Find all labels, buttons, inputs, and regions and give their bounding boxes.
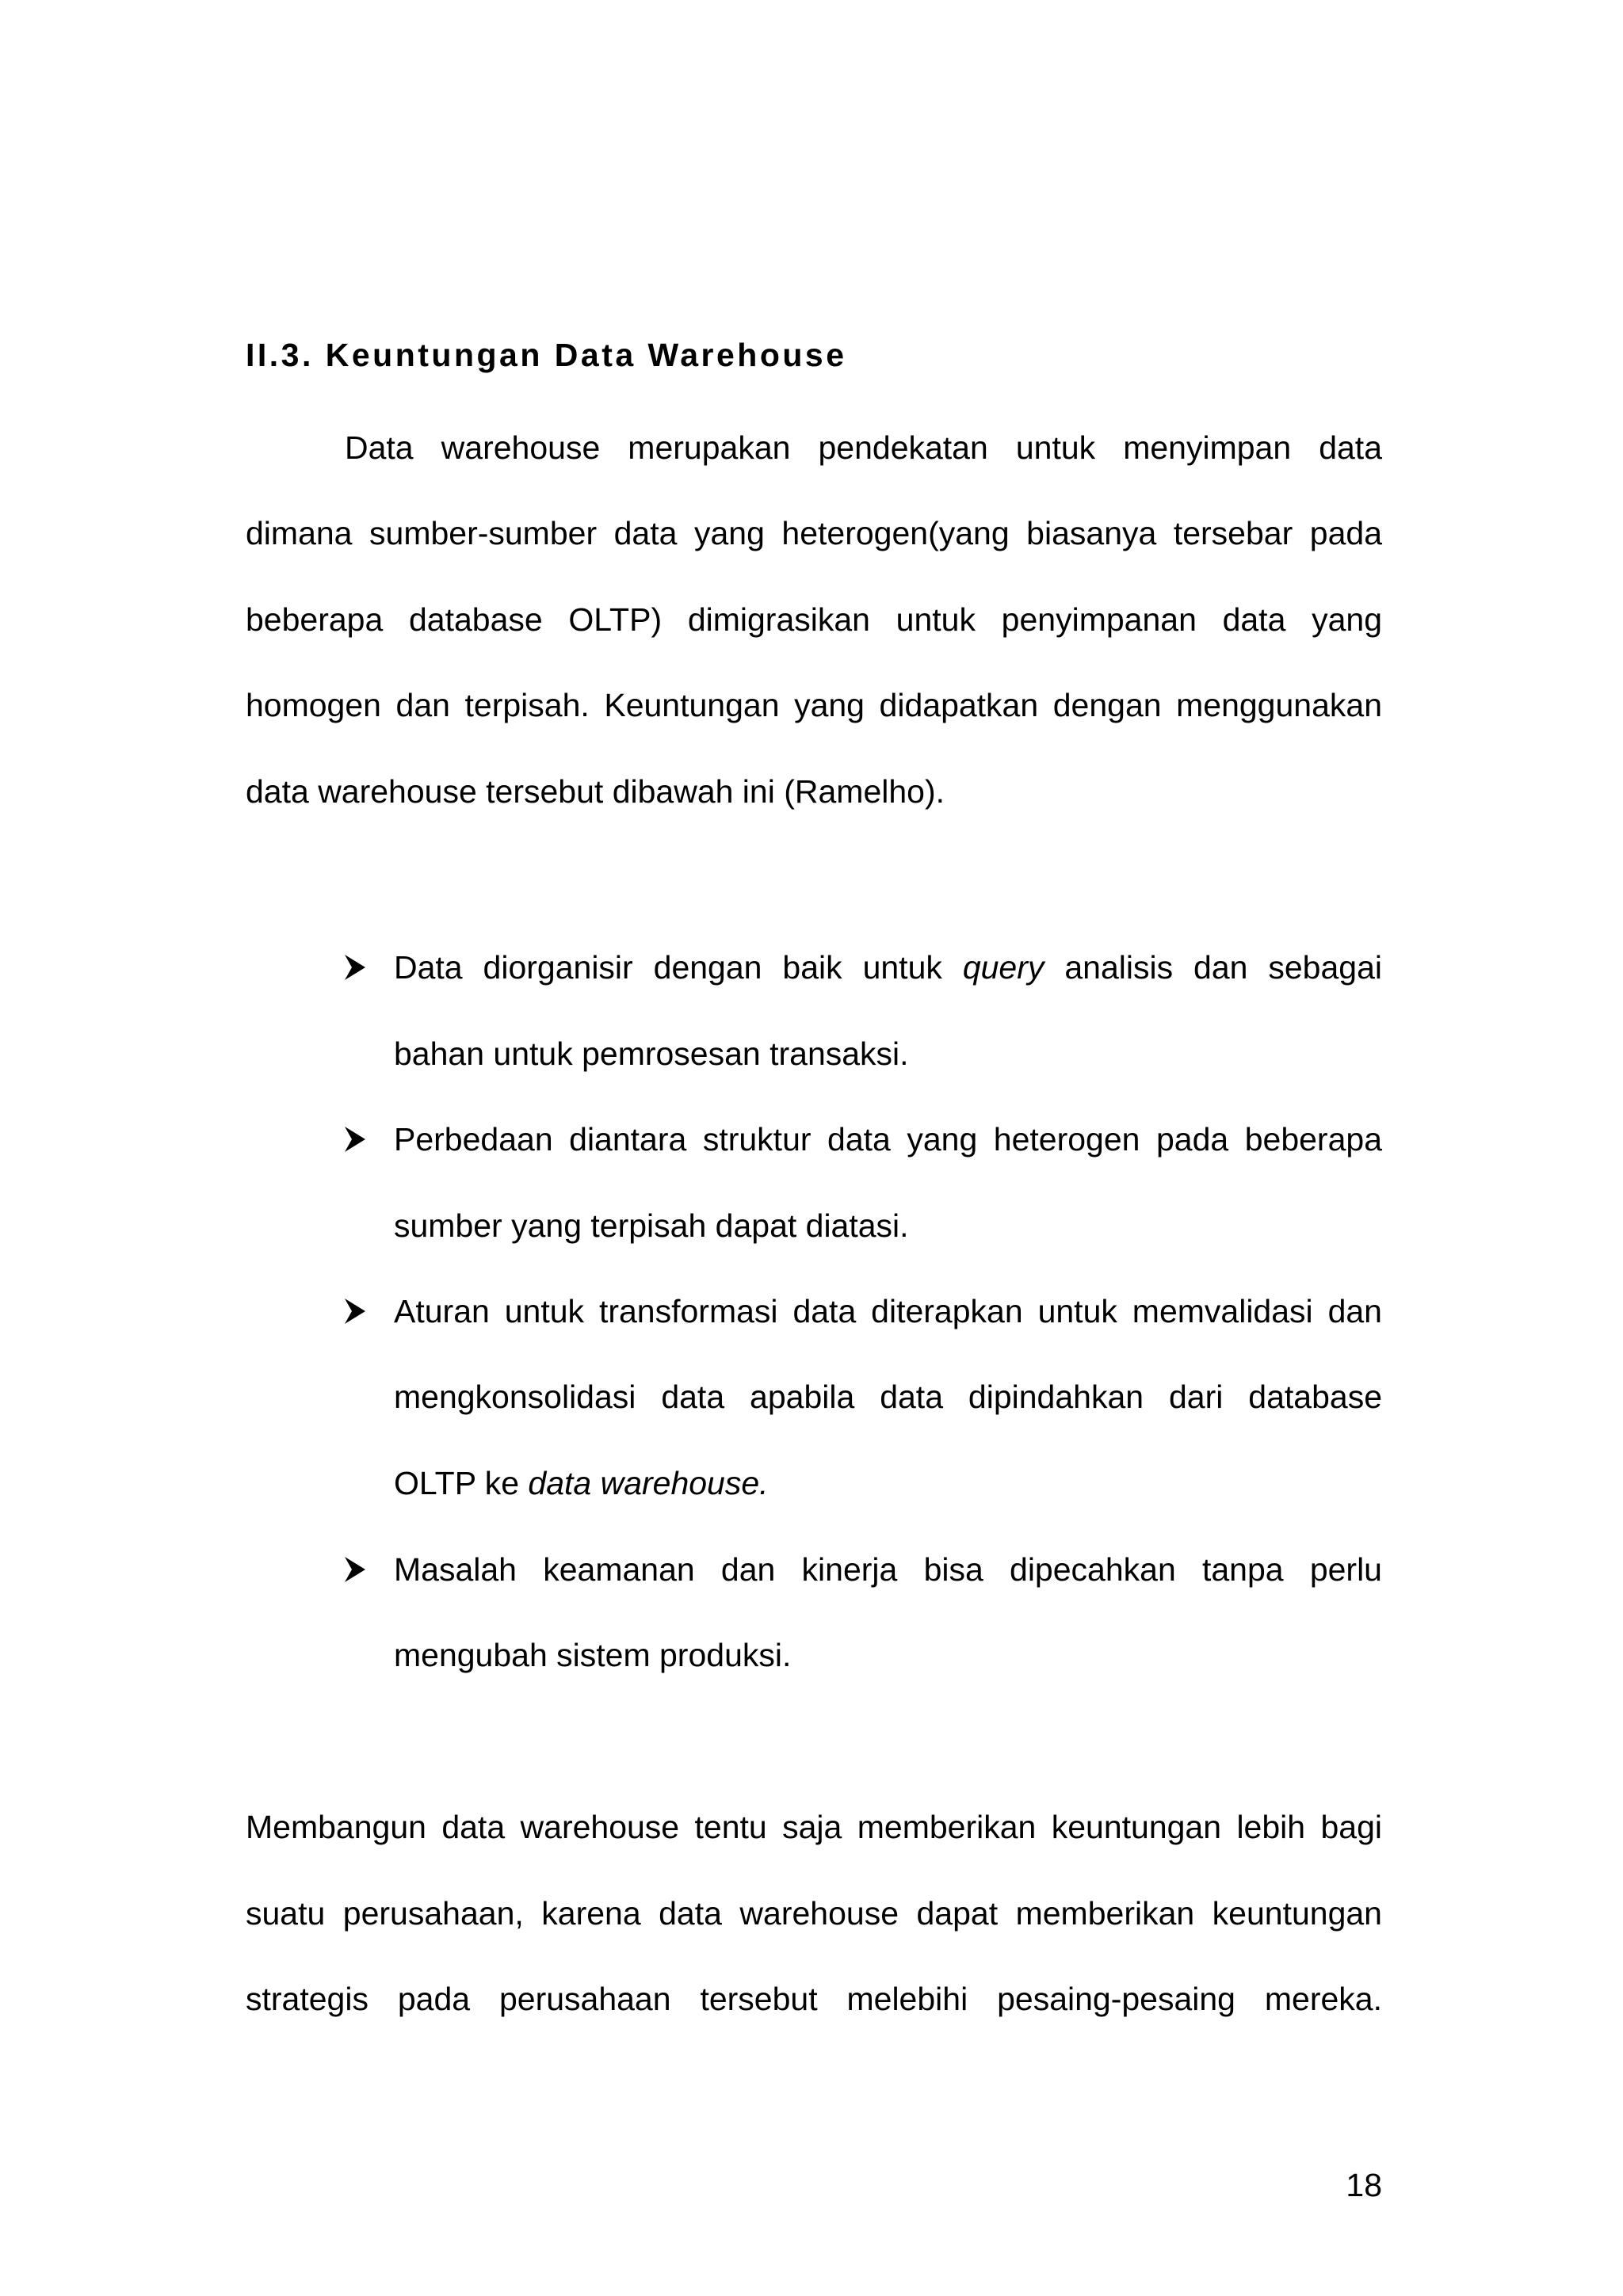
section-heading: II.3. Keuntungan Data Warehouse: [246, 337, 847, 373]
arrowhead-bullet-icon: [344, 1295, 366, 1327]
closing-line-2: suatu perusahaan, karena data warehouse dapat memberikan keuntungan: [246, 1895, 1382, 1932]
closing-line-1: Membangun data warehouse tentu saja memberikan keuntungan lebih bagi: [246, 1809, 1382, 1845]
bullet-2-line-1: Perbedaan diantara struktur data yang heterogen pada beberapa: [394, 1121, 1382, 1158]
arrowhead-bullet-icon: [344, 952, 366, 983]
intro-line-5: data warehouse tersebut dibawah ini (Ramelho).: [246, 773, 945, 810]
closing-line-3: strategis pada perusahaan tersebut melebihi pesaing-pesaing mereka.: [246, 1981, 1382, 2017]
arrowhead-bullet-icon: [344, 1123, 366, 1155]
bullet-3-line-1: Aturan untuk transformasi data diterapkan untuk memvalidasi dan: [394, 1293, 1382, 1329]
bullet-4-line-2: mengubah sistem produksi.: [394, 1637, 792, 1673]
bullet-3-italic-data-warehouse: data warehouse.: [528, 1465, 769, 1501]
bullet-1-italic-query: query: [962, 949, 1044, 986]
arrowhead-bullet-icon: [344, 1554, 366, 1585]
intro-line-4: homogen dan terpisah. Keuntungan yang didapatkan dengan menggunakan: [246, 687, 1382, 723]
bullet-3-line-2: mengkonsolidasi data apabila data dipindahkan dari database: [394, 1379, 1382, 1415]
bullet-3-text-a: OLTP ke: [394, 1465, 529, 1501]
bullet-2-line-2: sumber yang terpisah dapat diatasi.: [394, 1207, 909, 1244]
bullet-4-line-1: Masalah keamanan dan kinerja bisa dipecahkan tanpa perlu: [394, 1551, 1382, 1588]
bullet-1-text-b: analisis dan sebagai: [1044, 949, 1382, 986]
page-number: 18: [1346, 2167, 1382, 2203]
intro-line-2: dimana sumber-sumber data yang heterogen(yang biasanya tersebar pada: [246, 515, 1382, 551]
bullet-1-text-a: Data diorganisir dengan baik untuk: [394, 949, 963, 986]
bullet-1-line-1: [394, 944, 1382, 991]
intro-line-3: beberapa database OLTP) dimigrasikan untuk penyimpanan data yang: [246, 601, 1382, 638]
intro-line-1: Data warehouse merupakan pendekatan untuk menyimpan data: [345, 429, 1382, 466]
bullet-3-line-3: [394, 1459, 1382, 1507]
bullet-1-line-2: bahan untuk pemrosesan transaksi.: [394, 1035, 909, 1072]
